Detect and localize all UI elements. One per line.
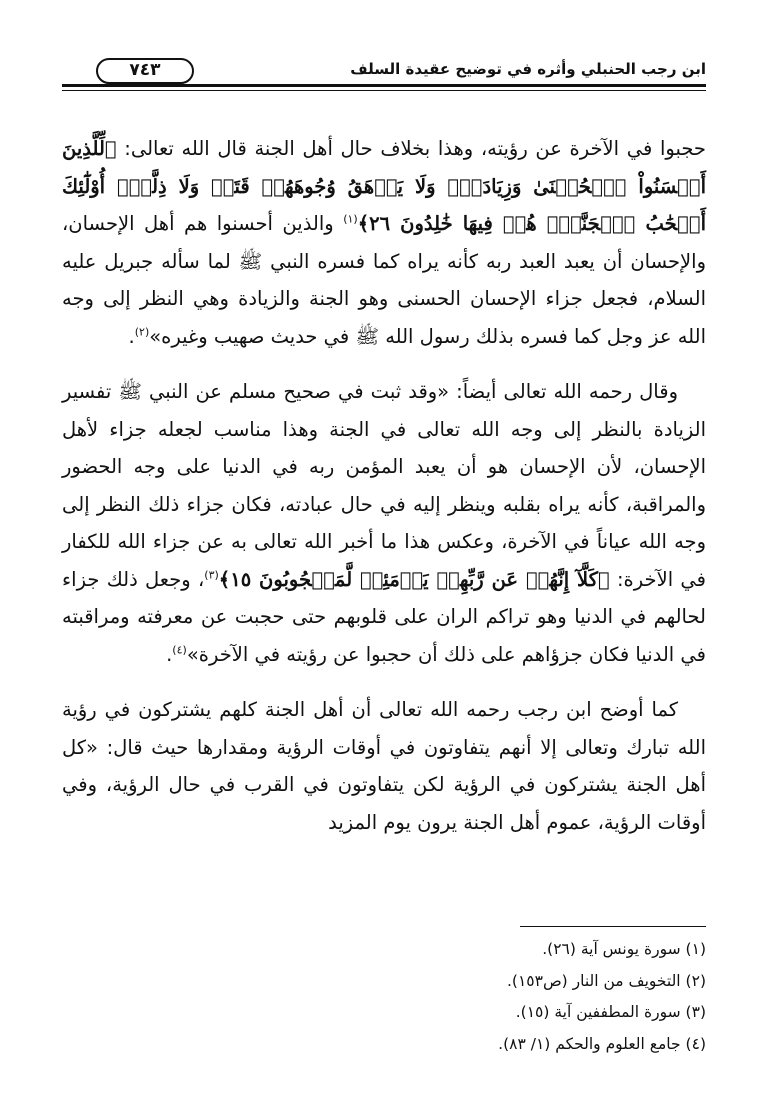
paragraph-text: كما أوضح ابن رجب رحمه الله تعالى أن أهل الجنة كلهم يشتركون في رؤية الله تبارك وتعالى إلا أنهم يتفاوتون في أوقات الرؤية ومقدارها حيث قال: «كل أهل الجنة يشتركون في الرؤية لكن يتفاوتون في القرب في حال الرؤية، وفي أوقات الرؤية، عموم أهل الجنة يرون يوم المزيد [62,698,706,834]
footnote-marker: (٢) [134,325,150,338]
footnote-number: (٣) [685,1003,706,1021]
paragraph-text: وقال رحمه الله تعالى أيضاً: «وقد ثبت في صحيح مسلم عن النبي ﷺ تفسير الزيادة بالنظر إلى وجه الله تعالى في الجنة وهذا مناسب لجعله جزاء لأهل الإحسان، لأن الإحسان هو أن يعبد المؤمن ربه في الدنيا على وجه الحضور والمراقبة، كأنه يراه بقلبه وينظر إليه في حال عبادته، فكان جزاء ذلك النظر إلى وجه الله عياناً في الآخرة، وعكس هذا ما أخبر الله تعالى به عن جزاء الله للكفار في الآخرة: [62,380,706,591]
footnotes [62,934,706,1060]
footnote-marker: (١) [343,212,358,226]
footnote-separator [520,926,706,927]
footnote-item [62,997,706,1029]
page-number: ٧٤٣ [96,58,194,84]
footnote-item [62,934,706,966]
running-title: ابن رجب الحنبلي وأثره في توضيح عقيدة السلف [350,60,706,78]
footnote-text: جامع العلوم والحكم (١/ ٨٣). [498,1034,681,1053]
footnote-number: (١) [685,940,706,958]
footnote-text: سورة المطففين آية (١٥). [515,1003,681,1021]
paragraph-text: حجبوا في الآخرة عن رؤيته، وهذا بخلاف حال أهل الجنة قال الله تعالى: [116,137,706,160]
quran-verse: ﴿لِّلَّذِينَ أَحۡسَنُواْ ٱلۡحُسۡنَىٰ وَزِيَادَةٞۖ وَلَا يَرۡهَقُ وُجُوهَهُمۡ قَتَرٞ وَلَا ذِلَّةٌۚ أُوْلَٰٓئِكَ أَصۡحَٰبُ ٱلۡجَنَّةِۖ هُمۡ فِيهَا خَٰلِدُونَ ٢٦﴾ [62,137,706,235]
paragraph-text: والذين أحسنوا هم أهل الإحسان، والإحسان أن يعبد العبد ربه كأنه يراه كما فسره النبي ﷺ لما سأله جبريل عليه السلام، فجعل جزاء الإحسان الحسنى وهو الجنة والزيادة وهي النظر إلى وجه الله عز وجل كما فسره بذلك رسول الله ﷺ في حديث صهيب وغيره» [62,212,706,348]
footnote-number: (٤) [685,1034,706,1053]
footnote-marker: (٣) [204,568,219,581]
quran-verse: ﴿كَلَّآ إِنَّهُمۡ عَن رَّبِّهِمۡ يَوۡمَئِذٖ لَّمَحۡجُوبُونَ ١٥﴾ [218,567,610,591]
paragraph [62,130,706,355]
footnote-marker: (٤) [172,643,187,656]
paragraph [62,691,706,841]
footnote-number: (٢) [685,971,706,990]
footnote-item [62,966,706,998]
footnote-text: سورة يونس آية (٢٦). [542,940,681,958]
paragraph-text: . [166,642,173,666]
header-rule-thin [62,90,706,91]
page-header [62,54,706,98]
footnote-item [62,1029,706,1061]
footnote-text: التخويف من النار (ص١٥٣). [506,971,681,990]
main-text [62,130,706,859]
paragraph-text: ، وجعل ذلك جزاء لحالهم في الدنيا وهو تراكم الران على قلوبهم حتى حجبت عن معرفته ومراقبته في الدنيا فكان جزؤاهم على ذلك أن حجبوا عن رؤيته في الآخرة» [62,567,706,666]
paragraph-text: . [128,324,135,348]
header-rule-thick [62,84,706,87]
paragraph [62,373,706,673]
